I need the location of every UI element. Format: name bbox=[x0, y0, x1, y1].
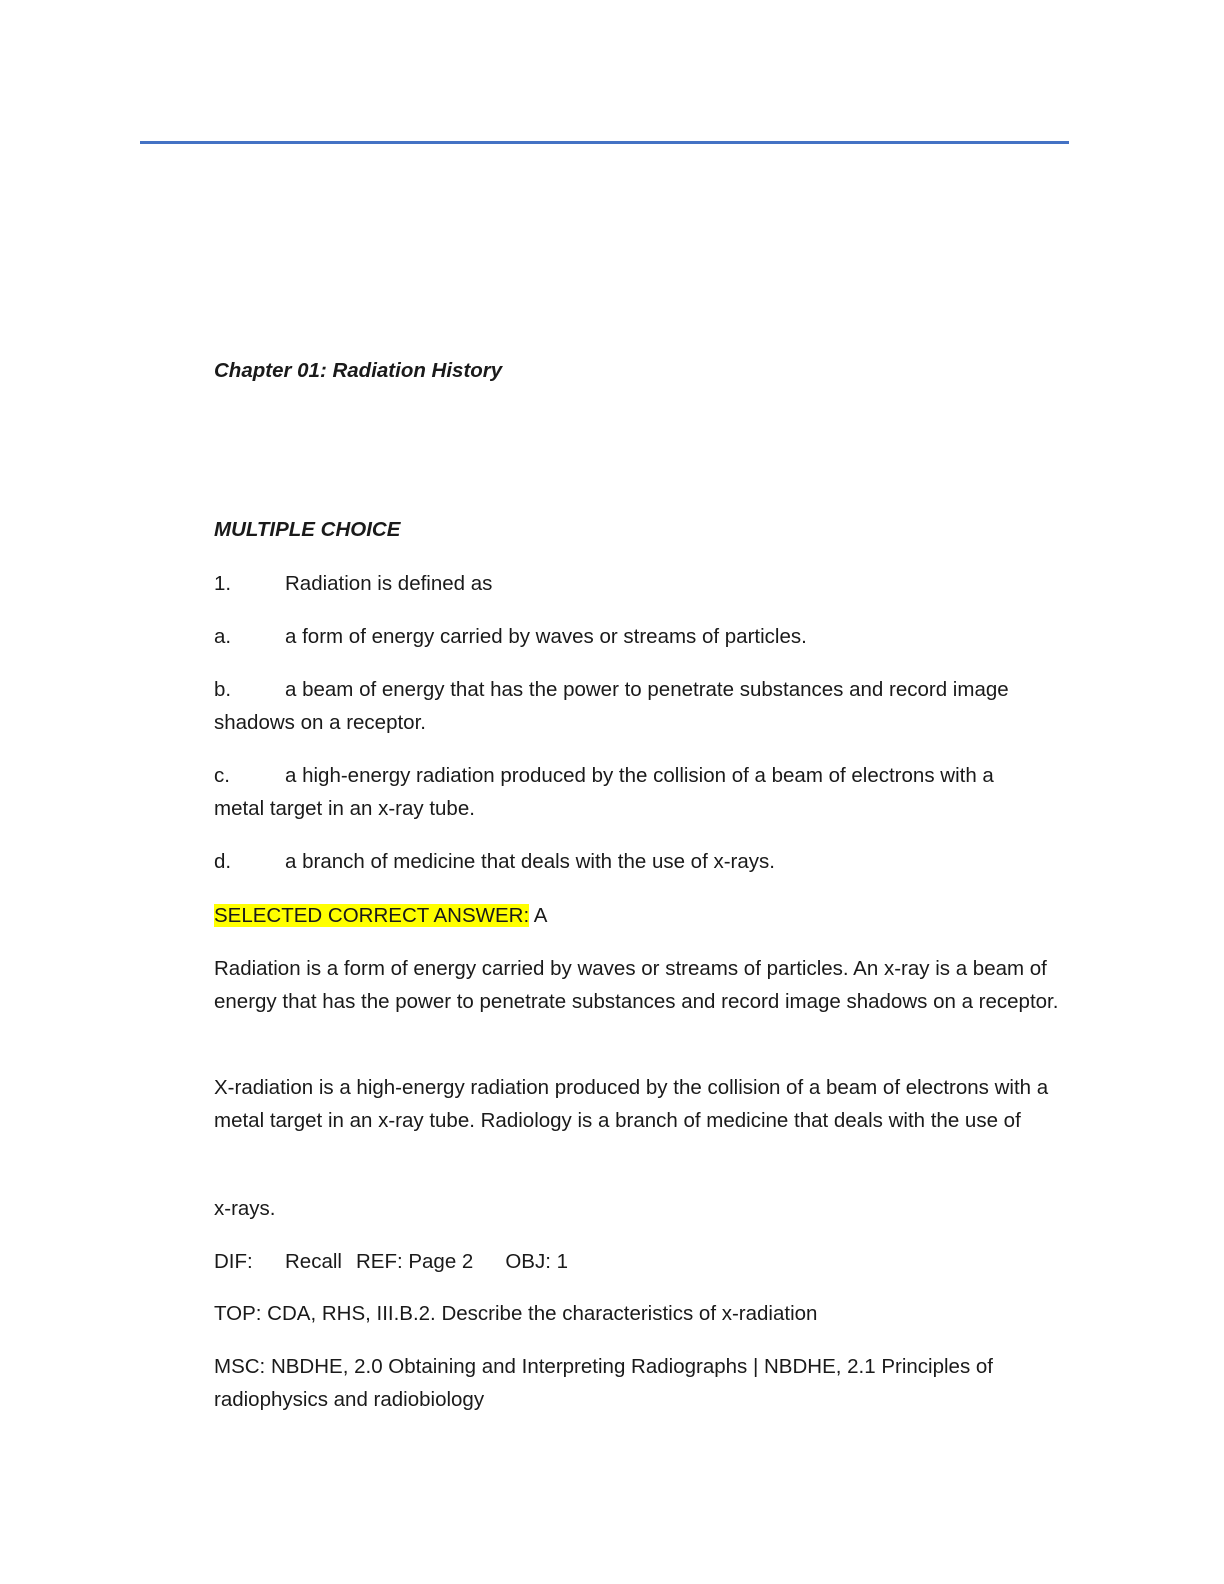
option-text: a beam of energy that has the power to penetrate substances and record image bbox=[285, 678, 1009, 701]
option-letter: d. bbox=[214, 850, 232, 873]
section-title: MULTIPLE CHOICE bbox=[214, 518, 401, 541]
option-text: a branch of medicine that deals with the use of x-rays. bbox=[285, 850, 775, 873]
answer-value: A bbox=[529, 904, 548, 927]
question-stem-line bbox=[214, 567, 492, 600]
option-c-continuation: metal target in an x-ray tube. bbox=[214, 797, 475, 820]
meta-dif-line bbox=[214, 1245, 568, 1278]
option-letter: c. bbox=[214, 764, 230, 787]
option-b bbox=[214, 673, 1009, 706]
option-letter: b. bbox=[214, 678, 232, 701]
option-c bbox=[214, 759, 994, 792]
meta-msc: MSC: NBDHE, 2.0 Obtaining and Interpreting Radiographs | NBDHE, 2.1 Principles of radiophysics and radiobiology bbox=[214, 1355, 993, 1411]
answer-line bbox=[214, 899, 547, 932]
obj-value: OBJ: 1 bbox=[505, 1250, 569, 1273]
option-b-continuation: shadows on a receptor. bbox=[214, 711, 426, 734]
explanation-paragraph-2: X-radiation is a high-energy radiation produced by the collision of a beam of electrons with a metal target in an x-ray tube. Radiology is a branch of medicine that deals with the use of bbox=[214, 1076, 1049, 1132]
question-number: 1. bbox=[214, 572, 232, 595]
explanation-paragraph-1: Radiation is a form of energy carried by waves or streams of particles. An x-ray is a beam of energy that has the power to penetrate substances and record image shadows on a receptor. bbox=[214, 957, 1059, 1013]
header-rule bbox=[140, 141, 1069, 144]
explanation-paragraph-3: x-rays. bbox=[214, 1197, 276, 1220]
dif-label: DIF: bbox=[214, 1250, 253, 1273]
chapter-title: Chapter 01: Radiation History bbox=[214, 359, 503, 382]
option-a bbox=[214, 620, 807, 653]
option-letter: a. bbox=[214, 625, 232, 648]
ref-value: REF: Page 2 bbox=[355, 1250, 474, 1273]
meta-top: TOP: CDA, RHS, III.B.2. Describe the characteristics of x-radiation bbox=[214, 1302, 818, 1325]
option-text: a form of energy carried by waves or streams of particles. bbox=[285, 625, 807, 648]
answer-label: SELECTED CORRECT ANSWER: bbox=[214, 904, 530, 927]
option-d bbox=[214, 845, 775, 878]
dif-value: Recall bbox=[285, 1250, 342, 1273]
question-stem: Radiation is defined as bbox=[285, 572, 493, 595]
option-text: a high-energy radiation produced by the collision of a beam of electrons with a bbox=[285, 764, 994, 787]
